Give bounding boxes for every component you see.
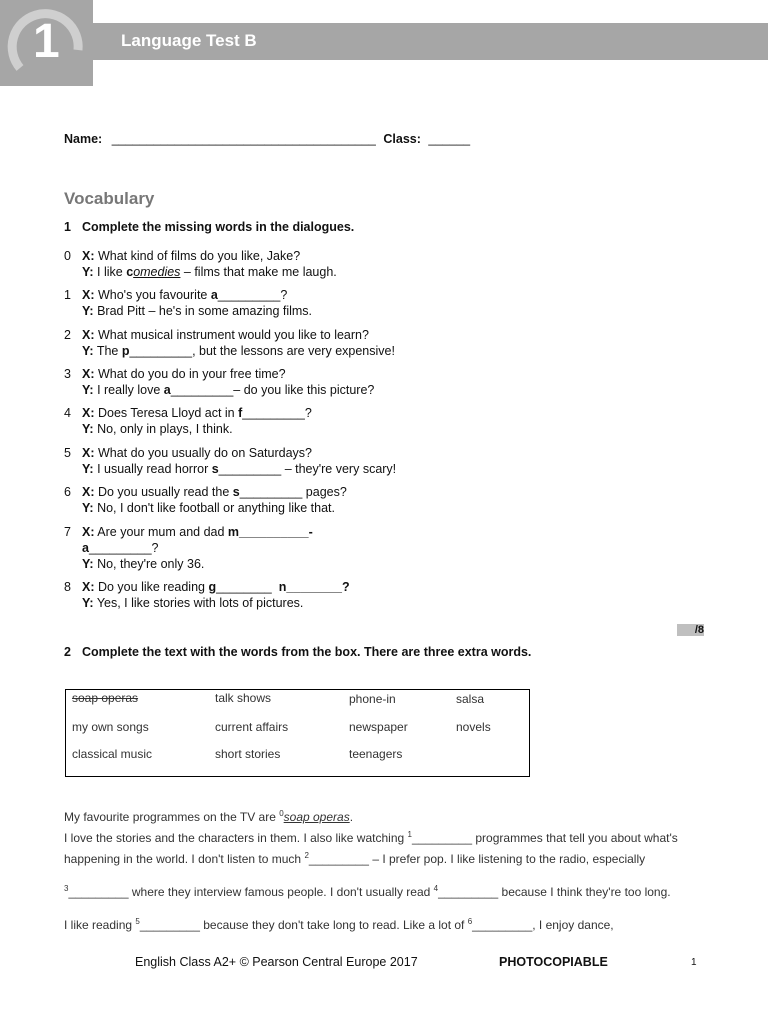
- text-line-2: [64, 830, 678, 845]
- hint-letter: a: [82, 541, 89, 555]
- name-class-row: [64, 132, 470, 146]
- exercise-1-heading: [64, 220, 354, 234]
- text-line-1: [64, 809, 353, 824]
- word-box-item: salsa: [456, 692, 485, 706]
- gap-number: 1: [407, 830, 412, 839]
- name-label: Name:: [64, 132, 103, 146]
- item-number: 0: [64, 249, 71, 263]
- question-text: Do you usually read the: [97, 485, 233, 499]
- footer-copyright: English Class A2+ © Pearson Central Europe 2017: [135, 955, 418, 969]
- hint-letter: a: [163, 383, 171, 397]
- item-number: 1: [64, 288, 71, 302]
- exercise-instruction: Complete the missing words in the dialogues.: [82, 220, 355, 234]
- text-fragment: because they don't take long to read. Like a lot of: [199, 918, 468, 932]
- answer-text: I like: [93, 265, 127, 279]
- gap-number: 0: [279, 809, 284, 818]
- list-item: [64, 327, 395, 359]
- speaker-y: Y:: [82, 344, 94, 358]
- word-box-item: classical music: [72, 747, 153, 761]
- text-fragment: programmes that tell you about what's: [472, 831, 678, 845]
- example-answer: omedies: [133, 265, 181, 279]
- speaker-x: X:: [82, 406, 95, 420]
- speaker-x: X:: [82, 485, 95, 499]
- speaker-y: Y:: [82, 304, 94, 318]
- answer-blank[interactable]: _________: [68, 885, 129, 899]
- question-text: ?: [304, 406, 312, 420]
- speaker-x: X:: [82, 580, 95, 594]
- hint-letter: f: [238, 406, 243, 420]
- speaker-x: X:: [82, 288, 95, 302]
- hint-letter: s: [211, 462, 219, 476]
- answer-text: Yes, I like stories with lots of pictures.: [96, 596, 304, 610]
- answer-text: I usually read horror: [97, 462, 212, 476]
- speaker-y: Y:: [82, 557, 94, 571]
- word-box-item: phone-in: [349, 692, 396, 706]
- answer-blank[interactable]: _________: [170, 383, 234, 397]
- list-item: [64, 366, 374, 398]
- list-item: [64, 287, 312, 319]
- answer-blank[interactable]: _________: [472, 918, 533, 932]
- gap-number: 6: [467, 917, 473, 926]
- answer-text: – films that make me laugh.: [180, 265, 337, 279]
- answer-blank[interactable]: ________?: [286, 580, 350, 594]
- word-box-item: talk shows: [215, 691, 272, 705]
- answer-text: – do you like this picture?: [233, 383, 375, 397]
- question-text: ?: [280, 288, 288, 302]
- question-text: Do you like reading: [97, 580, 209, 594]
- exercise-number: 2: [64, 645, 71, 659]
- speaker-y: Y:: [82, 265, 94, 279]
- answer-blank[interactable]: __________-: [239, 525, 313, 539]
- exercise-2-heading: [64, 645, 531, 659]
- word-box-item: novels: [456, 720, 491, 734]
- answer-text: No, I don't like football or anything like that.: [97, 501, 336, 515]
- item-number: 8: [64, 580, 71, 594]
- word-box-item: soap operas: [72, 691, 139, 705]
- list-item: [64, 248, 337, 280]
- word-box-item: newspaper: [349, 720, 408, 734]
- speaker-x: X:: [82, 249, 95, 263]
- question-text: What kind of films do you like, Jake?: [97, 249, 301, 263]
- question-text: pages?: [302, 485, 347, 499]
- question-text: ?: [151, 541, 159, 555]
- text-fragment: , I enjoy dance,: [532, 918, 614, 932]
- speaker-y: Y:: [82, 383, 94, 397]
- hint-letter: a: [210, 288, 218, 302]
- answer-blank[interactable]: ________: [216, 580, 272, 594]
- question-text: What do you usually do on Saturdays?: [97, 446, 313, 460]
- answer-blank[interactable]: _________: [217, 288, 281, 302]
- text-fragment: where they interview famous people. I don't usually read: [128, 885, 434, 899]
- text-fragment: – I prefer pop. I like listening to the radio, especially: [368, 852, 646, 866]
- hint-letter: s: [232, 485, 240, 499]
- text-fragment: happening in the world. I don't listen to much: [64, 852, 305, 866]
- exercise-number: 1: [64, 220, 71, 234]
- list-item: [64, 579, 350, 611]
- text-line-5: [64, 917, 614, 932]
- text-fragment: I like reading: [64, 918, 136, 932]
- question-text: Who's you favourite: [97, 288, 211, 302]
- list-item: [64, 484, 347, 516]
- example-answer: soap operas: [283, 810, 350, 824]
- answer-blank[interactable]: _________: [438, 885, 499, 899]
- gap-number: 5: [135, 917, 140, 926]
- answer-text: – they're very scary!: [281, 462, 397, 476]
- answer-text: , but the lessons are very expensive!: [192, 344, 395, 358]
- class-blank: ______: [428, 132, 471, 146]
- word-box-item: my own songs: [72, 720, 149, 734]
- hint-letter: p: [121, 344, 130, 358]
- speaker-y: Y:: [82, 596, 94, 610]
- answer-blank[interactable]: _________: [129, 344, 193, 358]
- answer-blank[interactable]: _________: [88, 541, 152, 555]
- section-title: Vocabulary: [64, 189, 155, 208]
- answer-blank[interactable]: _________: [239, 485, 303, 499]
- word-box-item: teenagers: [349, 747, 403, 761]
- answer-text: I really love: [97, 383, 164, 397]
- answer-text: No, they're only 36.: [97, 557, 205, 571]
- exercise-instruction: Complete the text with the words from the box. There are three extra words.: [82, 645, 532, 659]
- question-text: What musical instrument would you like to learn?: [97, 328, 369, 342]
- answer-blank[interactable]: _________: [218, 462, 282, 476]
- item-number: 3: [64, 367, 71, 381]
- name-blank: ______________________________________: [111, 132, 376, 146]
- question-text: What do you do in your free time?: [97, 367, 286, 381]
- text-line-3: [64, 851, 645, 866]
- speaker-x: X:: [82, 328, 95, 342]
- answer-text: Brad Pitt – he's in some amazing films.: [97, 304, 313, 318]
- text-fragment: My favourite programmes on the TV are: [64, 810, 280, 824]
- gap-number: 4: [433, 884, 439, 893]
- question-text: Are your mum and dad: [97, 525, 228, 539]
- text-fragment: because I think they're too long.: [498, 885, 671, 899]
- footer-photocopiable: PHOTOCOPIABLE: [499, 955, 608, 969]
- score-box: /8: [677, 624, 704, 636]
- word-box: [65, 689, 530, 777]
- hint-letter: m: [227, 525, 240, 539]
- item-number: 6: [64, 485, 71, 499]
- answer-blank[interactable]: _________: [242, 406, 305, 420]
- answer-text: No, only in plays, I think.: [97, 422, 233, 436]
- speaker-y: Y:: [82, 462, 94, 476]
- text-fragment: I love the stories and the characters in them. I also like watching: [64, 831, 408, 845]
- answer-text: The: [96, 344, 122, 358]
- word-box-item: short stories: [215, 747, 281, 761]
- list-item: [64, 405, 312, 437]
- item-number: 5: [64, 446, 71, 460]
- gap-number: 2: [304, 851, 309, 860]
- hint-letter: c: [126, 265, 134, 279]
- speaker-x: X:: [82, 446, 95, 460]
- word-box-item: current affairs: [215, 720, 289, 734]
- question-text: Does Teresa Lloyd act in: [97, 406, 239, 420]
- speaker-y: Y:: [82, 422, 94, 436]
- unit-badge: [0, 0, 93, 86]
- answer-blank[interactable]: _________: [139, 918, 200, 932]
- unit-number: 1: [33, 15, 60, 68]
- text-fragment: .: [349, 810, 354, 824]
- gap-number: 3: [64, 884, 69, 893]
- speaker-x: X:: [82, 525, 95, 539]
- answer-blank[interactable]: _________: [308, 852, 369, 866]
- list-item: [64, 524, 313, 572]
- list-item: [64, 445, 396, 477]
- speaker-y: Y:: [82, 501, 94, 515]
- class-label: Class:: [383, 132, 421, 146]
- item-number: 4: [64, 406, 71, 420]
- page-title: Language Test B: [121, 31, 257, 50]
- hint-letter: g: [208, 580, 217, 594]
- item-number: 2: [64, 328, 71, 342]
- item-number: 7: [64, 525, 71, 539]
- page-number: 1: [691, 957, 697, 968]
- text-line-4: [64, 884, 671, 899]
- hint-letter: n: [278, 580, 287, 594]
- answer-blank[interactable]: _________: [411, 831, 473, 845]
- speaker-x: X:: [82, 367, 95, 381]
